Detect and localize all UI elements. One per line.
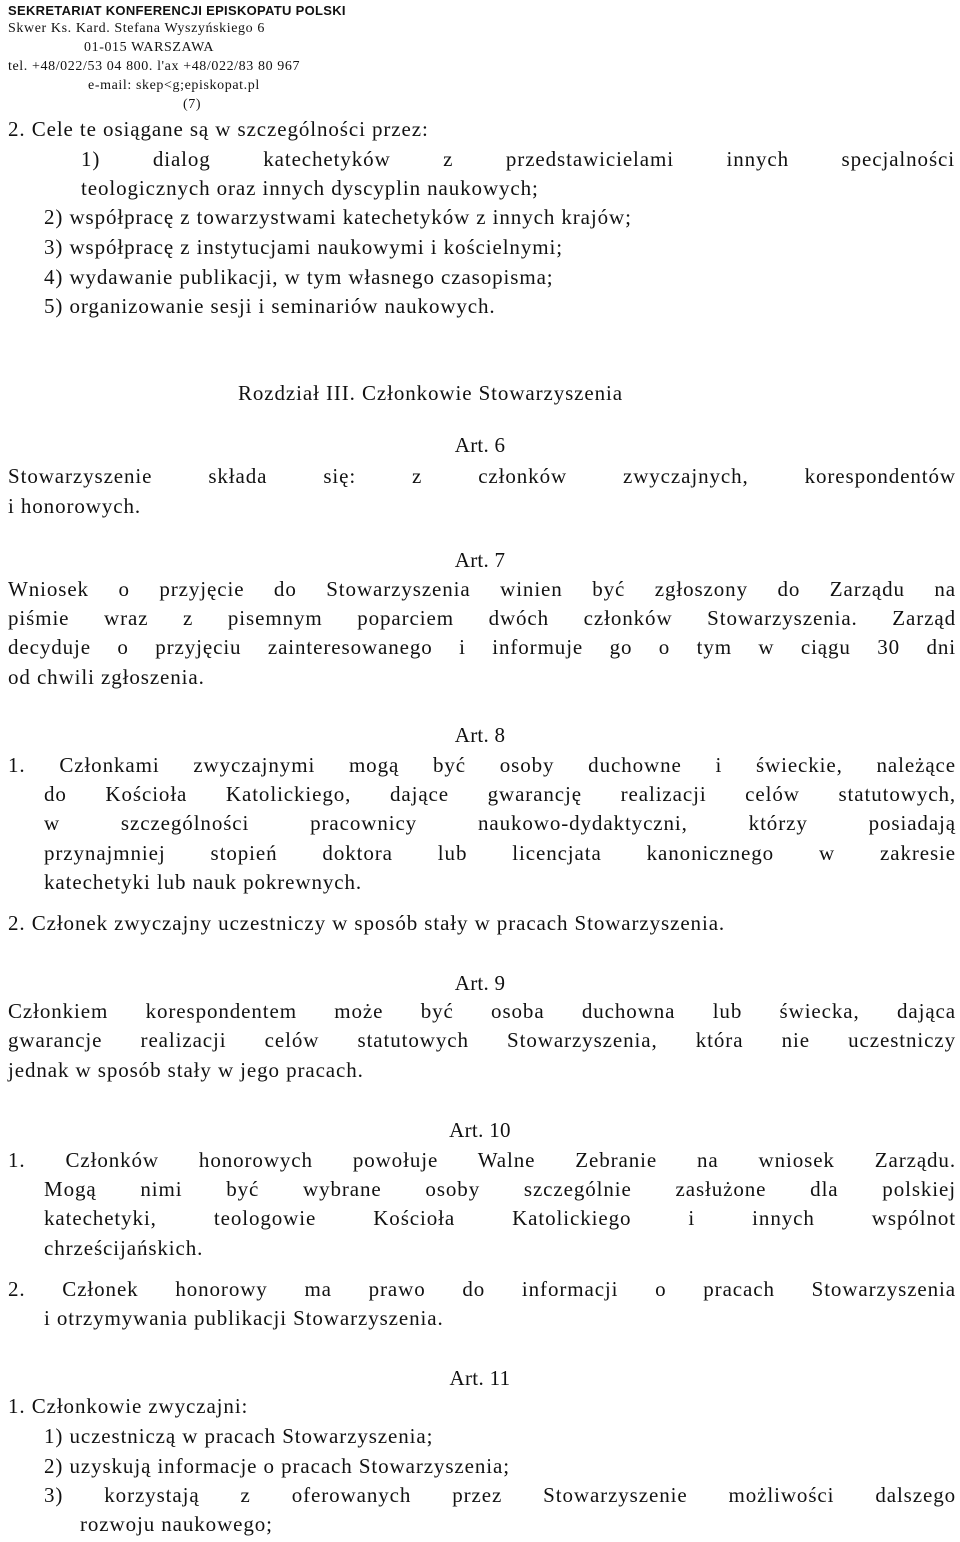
chapter-heading: Rozdział III. Członkowie Stowarzyszenia [238,381,623,405]
article-text: Stowarzyszenie składa się: z członków zwyczajnych, korespondentów [8,464,956,488]
article-text: katechetyki lub nauk pokrewnych. [44,870,363,894]
list-item: 3) korzystają z oferowanych przez Stowarzyszenie możliwości dalszego [44,1483,956,1507]
letterhead-email: e-mail: skep<g;episkopat.pl [88,78,260,93]
intro-item: teologicznych oraz innych dyscyplin naukowych; [81,176,539,200]
article-title: Art. 10 [449,1118,511,1142]
intro-item: 5) organizowanie sesji i seminariów naukowych. [44,294,496,318]
intro-lead: 2. Cele te osiągane są w szczególności przez: [8,117,429,141]
letterhead-street: Skwer Ks. Kard. Stefana Wyszyńskiego 6 [8,21,265,36]
letterhead-org: SEKRETARIAT KONFERENCJI EPISKOPATU POLSKI [8,3,346,18]
article-text: katechetyki, teologowie Kościoła Katolickiego i innych wspólnot [44,1206,956,1230]
article-title: Art. 9 [454,971,506,995]
intro-item: 1) dialog katechetyków z przedstawicielami innych specjalności [81,147,955,171]
list-item: rozwoju naukowego; [80,1512,273,1536]
article-title: Art. 7 [454,548,506,572]
article-text: od chwili zgłoszenia. [8,665,205,689]
list-item: 2) uzyskują informacje o pracach Stowarzyszenia; [44,1454,510,1478]
intro-item: 3) współpracę z instytucjami naukowymi i kościelnymi; [44,235,563,259]
article-text: Wniosek o przyjęcie do Stowarzyszenia winien być zgłoszony do Zarządu na [8,577,956,601]
article-text: 2. Członek honorowy ma prawo do informacji o pracach Stowarzyszenia [8,1277,956,1301]
list-item: 1) uczestniczą w pracach Stowarzyszenia; [44,1424,434,1448]
article-text: chrześcijańskich. [44,1236,204,1260]
article-text: decyduje o przyjęciu zainteresowanego i informuje go o tym w ciągu 30 dni [8,635,956,659]
article-text: do Kościoła Katolickiego, dające gwarancję realizacji celów statutowych, [44,782,956,806]
intro-item: 4) wydawanie publikacji, w tym własnego czasopisma; [44,265,554,289]
page-note: (7) [183,97,202,112]
article-text: 1. Członkowie zwyczajni: [8,1394,249,1418]
article-text: przynajmniej stopień doktora lub licencjata kanonicznego w zakresie [44,841,956,865]
letterhead-city: 01-015 WARSZAWA [84,40,215,55]
article-text: Mogą nimi być wybrane osoby szczególnie zasłużone dla polskiej [44,1177,956,1201]
article-text: 1. Członkami zwyczajnymi mogą być osoby duchowne i świeckie, należące [8,753,956,777]
article-title: Art. 11 [449,1366,511,1390]
article-text: Członkiem korespondentem może być osoba duchowna lub świecka, dająca [8,999,956,1023]
article-text: i honorowych. [8,494,142,518]
article-text: 1. Członków honorowych powołuje Walne Zebranie na wniosek Zarządu. [8,1148,956,1172]
article-text: gwarancje realizacji celów statutowych Stowarzyszenia, która nie uczestniczy [8,1028,956,1052]
article-text: i otrzymywania publikacji Stowarzyszenia. [44,1306,444,1330]
intro-item: 2) współpracę z towarzystwami katechetyków z innych krajów; [44,205,632,229]
article-text: piśmie wraz z pisemnym poparciem dwóch członków Stowarzyszenia. Zarząd [8,606,956,630]
article-text: jednak w sposób stały w jego pracach. [8,1058,364,1082]
letterhead-phone: tel. +48/022/53 04 800. l'ax +48/022/83 80 967 [8,59,301,74]
article-title: Art. 8 [454,723,506,747]
article-text: 2. Członek zwyczajny uczestniczy w sposób stały w pracach Stowarzyszenia. [8,911,726,935]
article-text: w szczególności pracownicy naukowo-dydaktyczni, którzy posiadają [44,811,956,835]
article-title: Art. 6 [454,433,506,457]
